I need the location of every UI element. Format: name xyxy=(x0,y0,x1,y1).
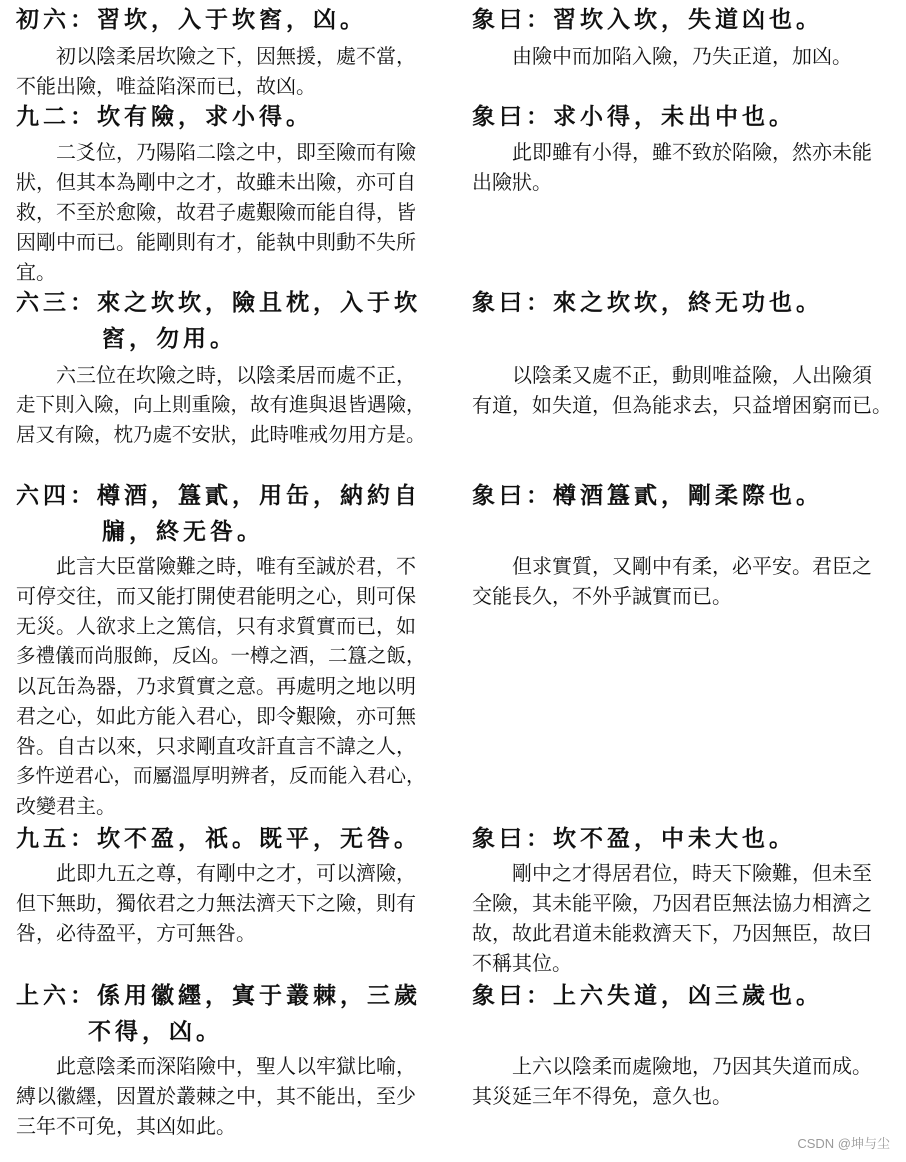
line-text: 君之心，如此方能入君心，即令艱險，亦可無 xyxy=(16,704,416,728)
line-text: 走下則入險，向上則重險，故有進與退皆遇險， xyxy=(16,393,426,416)
line-text: 不能出險，唯益陷深而已，故凶。 xyxy=(16,74,316,98)
line-text: 救，不至於愈險，故君子處艱險而能自得，皆 xyxy=(16,200,416,224)
line-text: 可停交往，而又能打開使君能明之心，則可保 xyxy=(16,584,416,608)
line-heading: 六三：來之坎坎，險且枕，入于坎 xyxy=(16,289,421,316)
xiang-text: 剛中之才得居君位，時天下險難，但未至 xyxy=(512,861,872,885)
line-text: 縛以徽纆，因置於叢棘之中，其不能出，至少 xyxy=(16,1084,416,1108)
xiang-text: 此即雖有小得，雖不致於陷險，然亦未能 xyxy=(512,140,872,164)
line-text: 宜。 xyxy=(16,260,56,284)
line-heading: 六四：樽酒，簋貳，用缶，納約自 xyxy=(16,482,421,509)
line-text: 多忤逆君心，而屬溫厚明辨者，反而能入君心， xyxy=(16,764,426,787)
line-heading: 初六：習坎，入于坎窞，凶。 xyxy=(16,6,367,33)
line-text: 狀，但其本為剛中之才，故雖未出險，亦可自 xyxy=(16,170,416,194)
xiang-text: 故，故此君道未能救濟天下，乃因無臣，故曰 xyxy=(472,921,872,945)
line-text: 以瓦缶為器，乃求質實之意。再處明之地以明 xyxy=(16,674,416,698)
xiang-heading: 象曰：上六失道，凶三歲也。 xyxy=(472,982,823,1009)
line-text: 咎。自古以來，只求剛直攻訐直言不諱之人， xyxy=(16,734,416,758)
xiang-heading: 象曰：坎不盈，中未大也。 xyxy=(472,825,796,852)
xiang-text: 其災延三年不得免，意久也。 xyxy=(472,1084,732,1108)
xiang-text: 上六以陰柔而處險地，乃因其失道而成。 xyxy=(512,1054,872,1078)
xiang-text: 不稱其位。 xyxy=(472,951,572,975)
line-text: 居又有險，枕乃處不安狀，此時唯戒勿用方是。 xyxy=(16,423,426,446)
xiang-heading: 象曰：習坎入坎，失道凶也。 xyxy=(472,6,823,33)
line-heading: 九五：坎不盈，祇。既平，无咎。 xyxy=(16,825,421,852)
line-text: 此言大臣當險難之時，唯有至誠於君，不 xyxy=(56,554,416,578)
xiang-text: 出險狀。 xyxy=(472,170,552,194)
line-text: 此意陰柔而深陷險中，聖人以牢獄比喻， xyxy=(56,1054,416,1078)
line-heading: 窞，勿用。 xyxy=(102,325,237,352)
line-text: 多禮儀而尚服飾，反凶。一樽之酒，二簋之飯， xyxy=(16,644,426,667)
line-heading: 九二：坎有險，求小得。 xyxy=(16,103,313,130)
line-text: 咎，必待盈平，方可無咎。 xyxy=(16,921,256,945)
xiang-text: 全險，其未能平險，乃因君臣無法協力相濟之 xyxy=(472,891,872,915)
line-text: 六三位在坎險之時，以陰柔居而處不正， xyxy=(56,363,416,387)
xiang-heading: 象曰：求小得，未出中也。 xyxy=(472,103,796,130)
xiang-heading: 象曰：來之坎坎，終无功也。 xyxy=(472,289,823,316)
line-text: 二爻位，乃陽陷二陰之中，即至險而有險 xyxy=(56,140,416,164)
line-text: 但下無助，獨依君之力無法濟天下之險，則有 xyxy=(16,891,416,915)
xiang-text: 以陰柔又處不正，動則唯益險，人出險須 xyxy=(512,363,872,387)
xiang-text: 由險中而加陷入險，乃失正道，加凶。 xyxy=(512,44,852,68)
line-text: 改變君主。 xyxy=(16,794,116,818)
xiang-text: 有道，如失道，但為能求去，只益增困窮而已。 xyxy=(472,393,892,417)
watermark-credit: CSDN @坤与尘 xyxy=(797,1136,890,1151)
line-heading: 不得，凶。 xyxy=(88,1018,223,1045)
line-text: 无災。人欲求上之篤信，只有求質實而已，如 xyxy=(16,614,416,638)
xiang-heading: 象曰：樽酒簋貳，剛柔際也。 xyxy=(472,482,823,509)
xiang-text: 交能長久，不外乎誠實而已。 xyxy=(472,584,732,608)
xiang-text: 但求實質，又剛中有柔，必平安。君臣之 xyxy=(512,554,872,578)
line-text: 三年不可免，其凶如此。 xyxy=(16,1114,236,1138)
line-heading: 牖，終无咎。 xyxy=(102,518,264,545)
line-text: 此即九五之尊，有剛中之才，可以濟險， xyxy=(56,861,416,885)
line-text: 初以陰柔居坎險之下，因無援，處不當， xyxy=(56,44,416,68)
line-text: 因剛中而已。能剛則有才，能執中則動不失所 xyxy=(16,230,416,254)
line-heading: 上六：係用徽纆，寘于叢棘，三歲 xyxy=(16,982,421,1009)
